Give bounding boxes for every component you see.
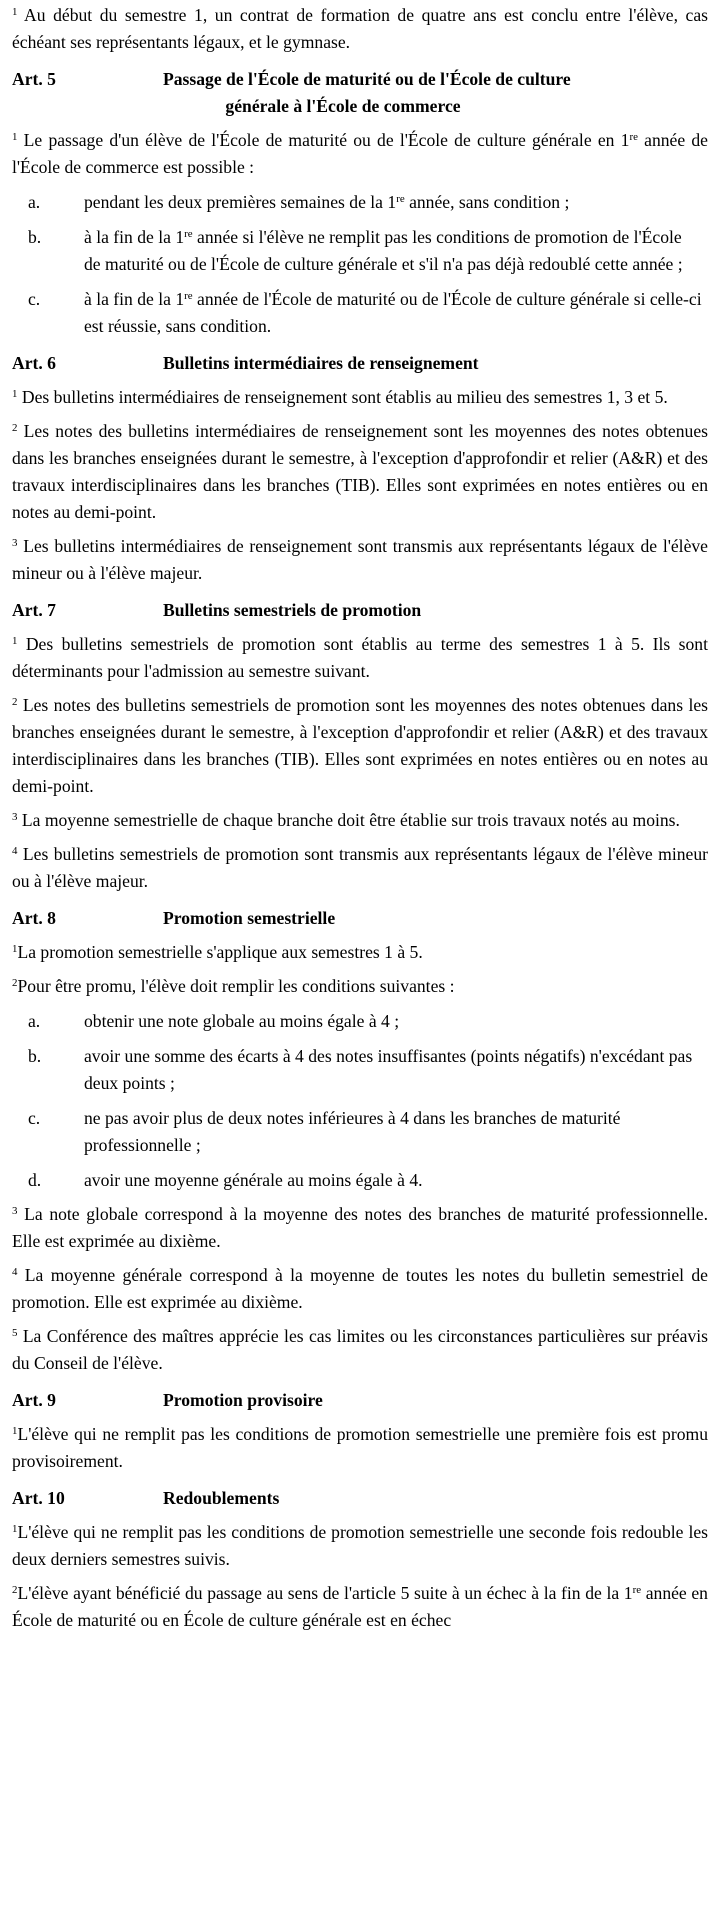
- article-title: Promotion semestrielle: [163, 908, 336, 928]
- article-7-paragraph-2: $^2$ Les notes des bulletins semestriels de promotion sont les moyennes des notes obtenues dans les branches enseignées durant le semestre, à l'exception d'approfondir et relier (A&R) et des travaux interdisciplinaires dans les branches (TIB). Elles sont exprimées en notes entières ou en notes au demi-point.: [12, 695, 708, 796]
- list-item: c. ne pas avoir plus de deux notes inférieures à 4 dans les branches de maturité professionnelle ;: [28, 1108, 621, 1155]
- article-title: Bulletins intermédiaires de renseignement: [163, 353, 479, 373]
- article-title: Passage de l'École de maturité ou de l'École de culture générale à l'École de commerce: [163, 69, 571, 116]
- article-8-paragraph-5: $^5$ La Conférence des maîtres apprécie les cas limites ou les circonstances particulières sur préavis du Conseil de l'élève.: [12, 1326, 708, 1373]
- article-8-heading: [12, 905, 708, 932]
- article-6-paragraph-1: $^1$ Des bulletins intermédiaires de renseignement sont établis au milieu des semestres 1, 3 et 5.: [12, 387, 668, 407]
- article-7-paragraph-4: $^4$ Les bulletins semestriels de promotion sont transmis aux représentants légaux de l'élève mineur ou à l'élève majeur.: [12, 844, 708, 891]
- paragraph-text: Au début du semestre 1, un contrat de formation de quatre ans est conclu entre l'élève, cas échéant ses représentants légaux, et le gymnase.: [12, 5, 708, 52]
- article-number: Art. 7: [12, 600, 56, 620]
- article-8-list: [12, 1008, 708, 1194]
- article-6-paragraph-2: $^2$ Les notes des bulletins intermédiaires de renseignement sont les moyennes des notes obtenues dans les branches enseignées durant le semestre, à l'exception d'approfondir et relier (A&R) et des travaux interdisciplinaires dans les branches (TIB). Elles sont exprimées en notes entières ou en notes au demi-point.: [12, 421, 708, 522]
- article-title: Redoublements: [163, 1488, 280, 1508]
- article-6-heading: [12, 350, 708, 377]
- article-number: Art. 6: [12, 353, 56, 373]
- article-number: Art. 10: [12, 1488, 65, 1508]
- article-number: Art. 5: [12, 69, 56, 89]
- article-7-paragraph-3: $^3$ La moyenne semestrielle de chaque branche doit être établie sur trois travaux notés au moins.: [12, 810, 680, 830]
- article-10-paragraph-2: $^2$L'élève ayant bénéficié du passage au sens de l'article 5 suite à un échec à la fin de la 1re année en École de maturité ou en École de culture générale est en échec: [12, 1583, 708, 1630]
- article-9-paragraph-1: $^1$L'élève qui ne remplit pas les conditions de promotion semestrielle une première fois est promu provisoirement.: [12, 1424, 708, 1471]
- article-10-heading: [12, 1485, 708, 1512]
- list-item: d. avoir une moyenne générale au moins égale à 4.: [28, 1170, 423, 1190]
- article-9-heading: [12, 1387, 708, 1414]
- article-7-paragraph-1: $^1$ Des bulletins semestriels de promotion sont établis au terme des semestres 1 à 5. Ils sont déterminants pour l'admission au semestre suivant.: [12, 634, 708, 681]
- article-5-paragraph-1: $^1$ Le passage d'un élève de l'École de maturité ou de l'École de culture générale en 1re année de l'École de commerce est possible :: [12, 130, 708, 177]
- list-item: a. pendant les deux premières semaines de la 1re année, sans condition ;: [28, 192, 570, 212]
- article-8-paragraph-3: $^3$ La note globale correspond à la moyenne des notes des branches de maturité professionnelle. Elle est exprimée au dixième.: [12, 1204, 708, 1251]
- paragraph-number: 1: [12, 6, 18, 18]
- intro-paragraph: [12, 2, 708, 56]
- article-8-paragraph-4: $^4$ La moyenne générale correspond à la moyenne de toutes les notes du bulletin semestriel de promotion. Elle est exprimée au dixième.: [12, 1265, 708, 1312]
- document-page: [0, 2, 713, 1923]
- article-number: Art. 8: [12, 908, 56, 928]
- list-item: a. obtenir une note globale au moins égale à 4 ;: [28, 1011, 400, 1031]
- list-item: b. avoir une somme des écarts à 4 des notes insuffisantes (points négatifs) n'excédant pas deux points ;: [28, 1046, 693, 1093]
- article-10-paragraph-1: $^1$L'élève qui ne remplit pas les conditions de promotion semestrielle une seconde fois redouble les deux derniers semestres suivis.: [12, 1522, 708, 1569]
- list-item: c. à la fin de la 1re année de l'École de maturité ou de l'École de culture générale si celle-ci est réussie, sans condition.: [28, 289, 702, 336]
- article-number: Art. 9: [12, 1390, 56, 1410]
- article-5-list: [12, 189, 708, 340]
- article-8-paragraph-1: $^1$La promotion semestrielle s'applique aux semestres 1 à 5.: [12, 942, 423, 962]
- list-item: b. à la fin de la 1re année si l'élève ne remplit pas les conditions de promotion de l'École de maturité ou de l'École de culture générale et s'il n'a pas déjà redoublé cette année ;: [28, 227, 683, 274]
- article-8-paragraph-2: $^2$Pour être promu, l'élève doit remplir les conditions suivantes :: [12, 976, 455, 996]
- article-6-paragraph-3: $^3$ Les bulletins intermédiaires de renseignement sont transmis aux représentants légaux de l'élève mineur ou à l'élève majeur.: [12, 536, 708, 583]
- article-7-heading: [12, 597, 708, 624]
- article-title: Bulletins semestriels de promotion: [163, 600, 422, 620]
- article-5-heading: [12, 66, 708, 120]
- article-title: Promotion provisoire: [163, 1390, 323, 1410]
